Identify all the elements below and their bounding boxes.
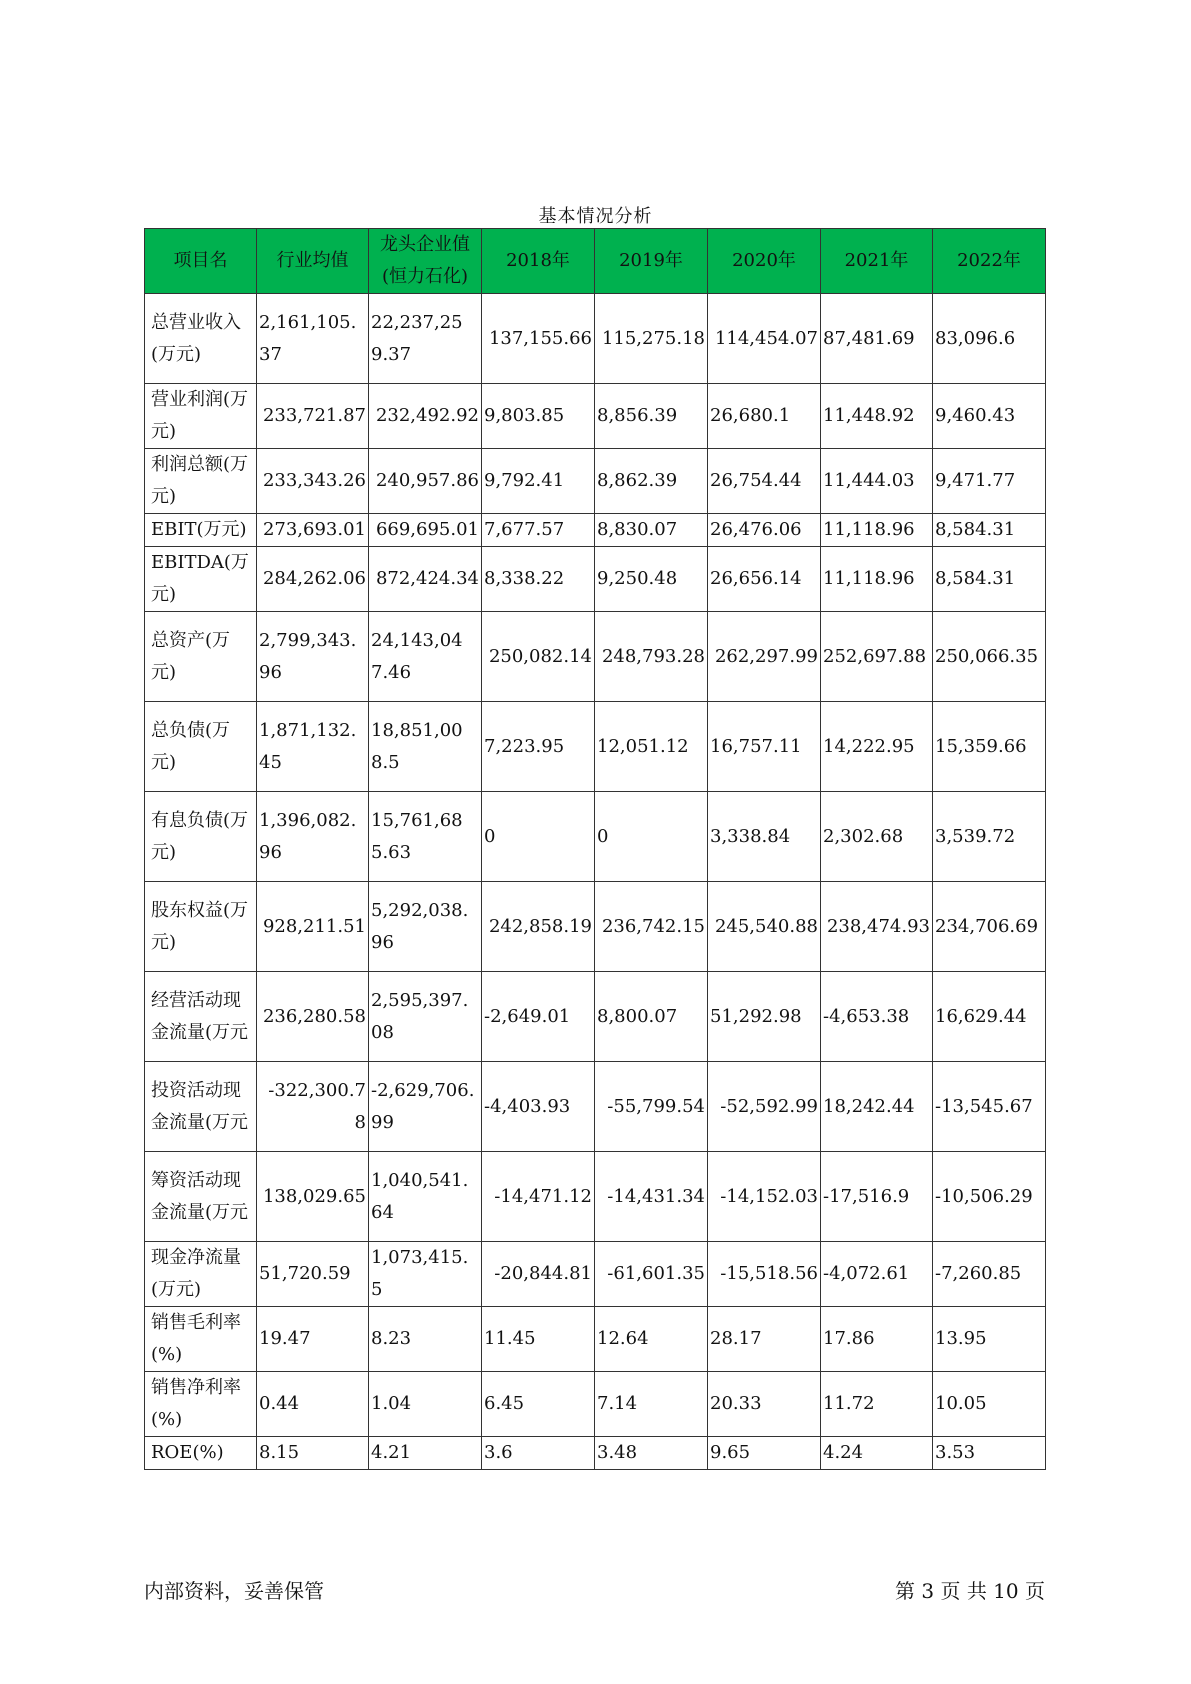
header-row [145, 229, 1046, 294]
header-cell: 2022年 [933, 229, 1046, 294]
table-cell: 18,242.44 [821, 1062, 933, 1152]
table-cell: 114,454.07 [708, 294, 821, 384]
table-cell: 233,721.87 [257, 384, 369, 449]
table-row [145, 1307, 1046, 1372]
table-cell: 2,595,397.08 [369, 972, 482, 1062]
table-cell: 13.95 [933, 1307, 1046, 1372]
table-cell: 262,297.99 [708, 612, 821, 702]
table-cell: 12.64 [595, 1307, 708, 1372]
table-cell: -10,506.29 [933, 1152, 1046, 1242]
table-cell: -4,653.38 [821, 972, 933, 1062]
table-row [145, 294, 1046, 384]
table-cell: 9,792.41 [482, 449, 595, 514]
header-cell: 2021年 [821, 229, 933, 294]
table-cell: 8,338.22 [482, 547, 595, 612]
table-cell: 8,862.39 [595, 449, 708, 514]
table-row [145, 1062, 1046, 1152]
table-row [145, 514, 1046, 547]
table-cell: 250,066.35 [933, 612, 1046, 702]
footer-confidential: 内部资料，妥善保管 [144, 1579, 324, 1603]
row-label: 经营活动现金流量(万元 [145, 972, 257, 1062]
table-cell: 9,460.43 [933, 384, 1046, 449]
table-cell: -14,471.12 [482, 1152, 595, 1242]
table-cell: 233,343.26 [257, 449, 369, 514]
table-cell: 4.21 [369, 1437, 482, 1470]
table-cell: 245,540.88 [708, 882, 821, 972]
table-cell: -61,601.35 [595, 1242, 708, 1307]
header-cell: 2018年 [482, 229, 595, 294]
table-cell: 3.6 [482, 1437, 595, 1470]
table-row [145, 1372, 1046, 1437]
table-cell: 1,871,132.45 [257, 702, 369, 792]
row-label: 总负债(万元) [145, 702, 257, 792]
footer-page-number: 第 3 页 共 10 页 [895, 1579, 1045, 1603]
header-cell: 项目名 [145, 229, 257, 294]
table-cell: 928,211.51 [257, 882, 369, 972]
table-cell: 248,793.28 [595, 612, 708, 702]
table-row [145, 1437, 1046, 1470]
row-label: 有息负债(万元) [145, 792, 257, 882]
table-cell: 11,444.03 [821, 449, 933, 514]
row-label: 总资产(万元) [145, 612, 257, 702]
table-cell: 0.44 [257, 1372, 369, 1437]
table-row [145, 792, 1046, 882]
table-cell: 8,830.07 [595, 514, 708, 547]
table-cell: 8.23 [369, 1307, 482, 1372]
table-cell: 15,761,685.63 [369, 792, 482, 882]
table-cell: 0 [482, 792, 595, 882]
table-cell: 19.47 [257, 1307, 369, 1372]
table-cell: 10.05 [933, 1372, 1046, 1437]
table-cell: -4,072.61 [821, 1242, 933, 1307]
table-cell: 18,851,008.5 [369, 702, 482, 792]
table-cell: 11.72 [821, 1372, 933, 1437]
table-cell: -15,518.56 [708, 1242, 821, 1307]
table-row [145, 612, 1046, 702]
table-cell: 2,161,105.37 [257, 294, 369, 384]
table-row [145, 1152, 1046, 1242]
table-cell: 11,118.96 [821, 514, 933, 547]
row-label: 利润总额(万元) [145, 449, 257, 514]
table-cell: -14,152.03 [708, 1152, 821, 1242]
table-cell: 1,073,415.5 [369, 1242, 482, 1307]
table-cell: 5,292,038.96 [369, 882, 482, 972]
table-cell: -4,403.93 [482, 1062, 595, 1152]
row-label: 销售毛利率(%) [145, 1307, 257, 1372]
table-cell: 9,471.77 [933, 449, 1046, 514]
table-row [145, 702, 1046, 792]
table-cell: 4.24 [821, 1437, 933, 1470]
table-cell: 51,720.59 [257, 1242, 369, 1307]
table-cell: 17.86 [821, 1307, 933, 1372]
table-cell: 7.14 [595, 1372, 708, 1437]
table-cell: 26,680.1 [708, 384, 821, 449]
header-cell: 2019年 [595, 229, 708, 294]
table-cell: 8.15 [257, 1437, 369, 1470]
row-label: 销售净利率(%) [145, 1372, 257, 1437]
header-cell: 行业均值 [257, 229, 369, 294]
table-cell: 250,082.14 [482, 612, 595, 702]
table-cell: 1,040,541.64 [369, 1152, 482, 1242]
table-cell: 16,757.11 [708, 702, 821, 792]
table-cell: 3.53 [933, 1437, 1046, 1470]
table-row [145, 1242, 1046, 1307]
table-cell: 16,629.44 [933, 972, 1046, 1062]
table-cell: 9,250.48 [595, 547, 708, 612]
table-cell: 8,584.31 [933, 547, 1046, 612]
table-cell: 669,695.01 [369, 514, 482, 547]
table-cell: 11.45 [482, 1307, 595, 1372]
table-cell: 872,424.34 [369, 547, 482, 612]
table-cell: 238,474.93 [821, 882, 933, 972]
row-label: ROE(%) [145, 1437, 257, 1470]
table-cell: 232,492.92 [369, 384, 482, 449]
row-label: EBIT(万元) [145, 514, 257, 547]
table-cell: 137,155.66 [482, 294, 595, 384]
table-cell: 28.17 [708, 1307, 821, 1372]
table-cell: -17,516.9 [821, 1152, 933, 1242]
table-cell: 284,262.06 [257, 547, 369, 612]
table-cell: 11,118.96 [821, 547, 933, 612]
row-label: 总营业收入(万元) [145, 294, 257, 384]
table-cell: -2,649.01 [482, 972, 595, 1062]
row-label: 现金净流量(万元) [145, 1242, 257, 1307]
table-cell: 20.33 [708, 1372, 821, 1437]
table-cell: 6.45 [482, 1372, 595, 1437]
table-cell: 236,280.58 [257, 972, 369, 1062]
table-cell: 8,584.31 [933, 514, 1046, 547]
table-cell: 51,292.98 [708, 972, 821, 1062]
table-cell: 87,481.69 [821, 294, 933, 384]
table-cell: 7,677.57 [482, 514, 595, 547]
table-cell: 8,800.07 [595, 972, 708, 1062]
table-cell: -52,592.99 [708, 1062, 821, 1152]
table-cell: 0 [595, 792, 708, 882]
table-cell: 83,096.6 [933, 294, 1046, 384]
table-cell: 26,656.14 [708, 547, 821, 612]
table-cell: 11,448.92 [821, 384, 933, 449]
table-cell: 24,143,047.46 [369, 612, 482, 702]
row-label: EBITDA(万元) [145, 547, 257, 612]
table-cell: 26,476.06 [708, 514, 821, 547]
table-cell: 252,697.88 [821, 612, 933, 702]
table-row [145, 547, 1046, 612]
table-row [145, 449, 1046, 514]
table-cell: 242,858.19 [482, 882, 595, 972]
table-cell: -13,545.67 [933, 1062, 1046, 1152]
table-cell: 3,338.84 [708, 792, 821, 882]
basic-analysis-table [144, 228, 1046, 1470]
table-cell: -7,260.85 [933, 1242, 1046, 1307]
table-cell: 8,856.39 [595, 384, 708, 449]
table-row [145, 882, 1046, 972]
table-cell: 2,799,343.96 [257, 612, 369, 702]
row-label: 股东权益(万元) [145, 882, 257, 972]
header-cell: 龙头企业值(恒力石化) [369, 229, 482, 294]
table-title: 基本情况分析 [538, 206, 653, 227]
table-cell: 115,275.18 [595, 294, 708, 384]
table-cell: 3.48 [595, 1437, 708, 1470]
table-cell: 26,754.44 [708, 449, 821, 514]
table-cell: 12,051.12 [595, 702, 708, 792]
table-row [145, 972, 1046, 1062]
table-cell: 14,222.95 [821, 702, 933, 792]
table-cell: -2,629,706.99 [369, 1062, 482, 1152]
table-cell: 234,706.69 [933, 882, 1046, 972]
table-cell: 138,029.65 [257, 1152, 369, 1242]
row-label: 投资活动现金流量(万元 [145, 1062, 257, 1152]
table-cell: -14,431.34 [595, 1152, 708, 1242]
table-cell: -322,300.78 [257, 1062, 369, 1152]
table-cell: 2,302.68 [821, 792, 933, 882]
table-cell: 9,803.85 [482, 384, 595, 449]
table-cell: 1.04 [369, 1372, 482, 1437]
table-cell: 240,957.86 [369, 449, 482, 514]
table-cell: 9.65 [708, 1437, 821, 1470]
table-cell: 1,396,082.96 [257, 792, 369, 882]
row-label: 营业利润(万元) [145, 384, 257, 449]
header-cell: 2020年 [708, 229, 821, 294]
table-row [145, 384, 1046, 449]
table-cell: 15,359.66 [933, 702, 1046, 792]
table-cell: 273,693.01 [257, 514, 369, 547]
table-cell: 236,742.15 [595, 882, 708, 972]
table-cell: 3,539.72 [933, 792, 1046, 882]
table-cell: -55,799.54 [595, 1062, 708, 1152]
table-cell: 22,237,259.37 [369, 294, 482, 384]
table-cell: -20,844.81 [482, 1242, 595, 1307]
row-label: 筹资活动现金流量(万元 [145, 1152, 257, 1242]
table-cell: 7,223.95 [482, 702, 595, 792]
